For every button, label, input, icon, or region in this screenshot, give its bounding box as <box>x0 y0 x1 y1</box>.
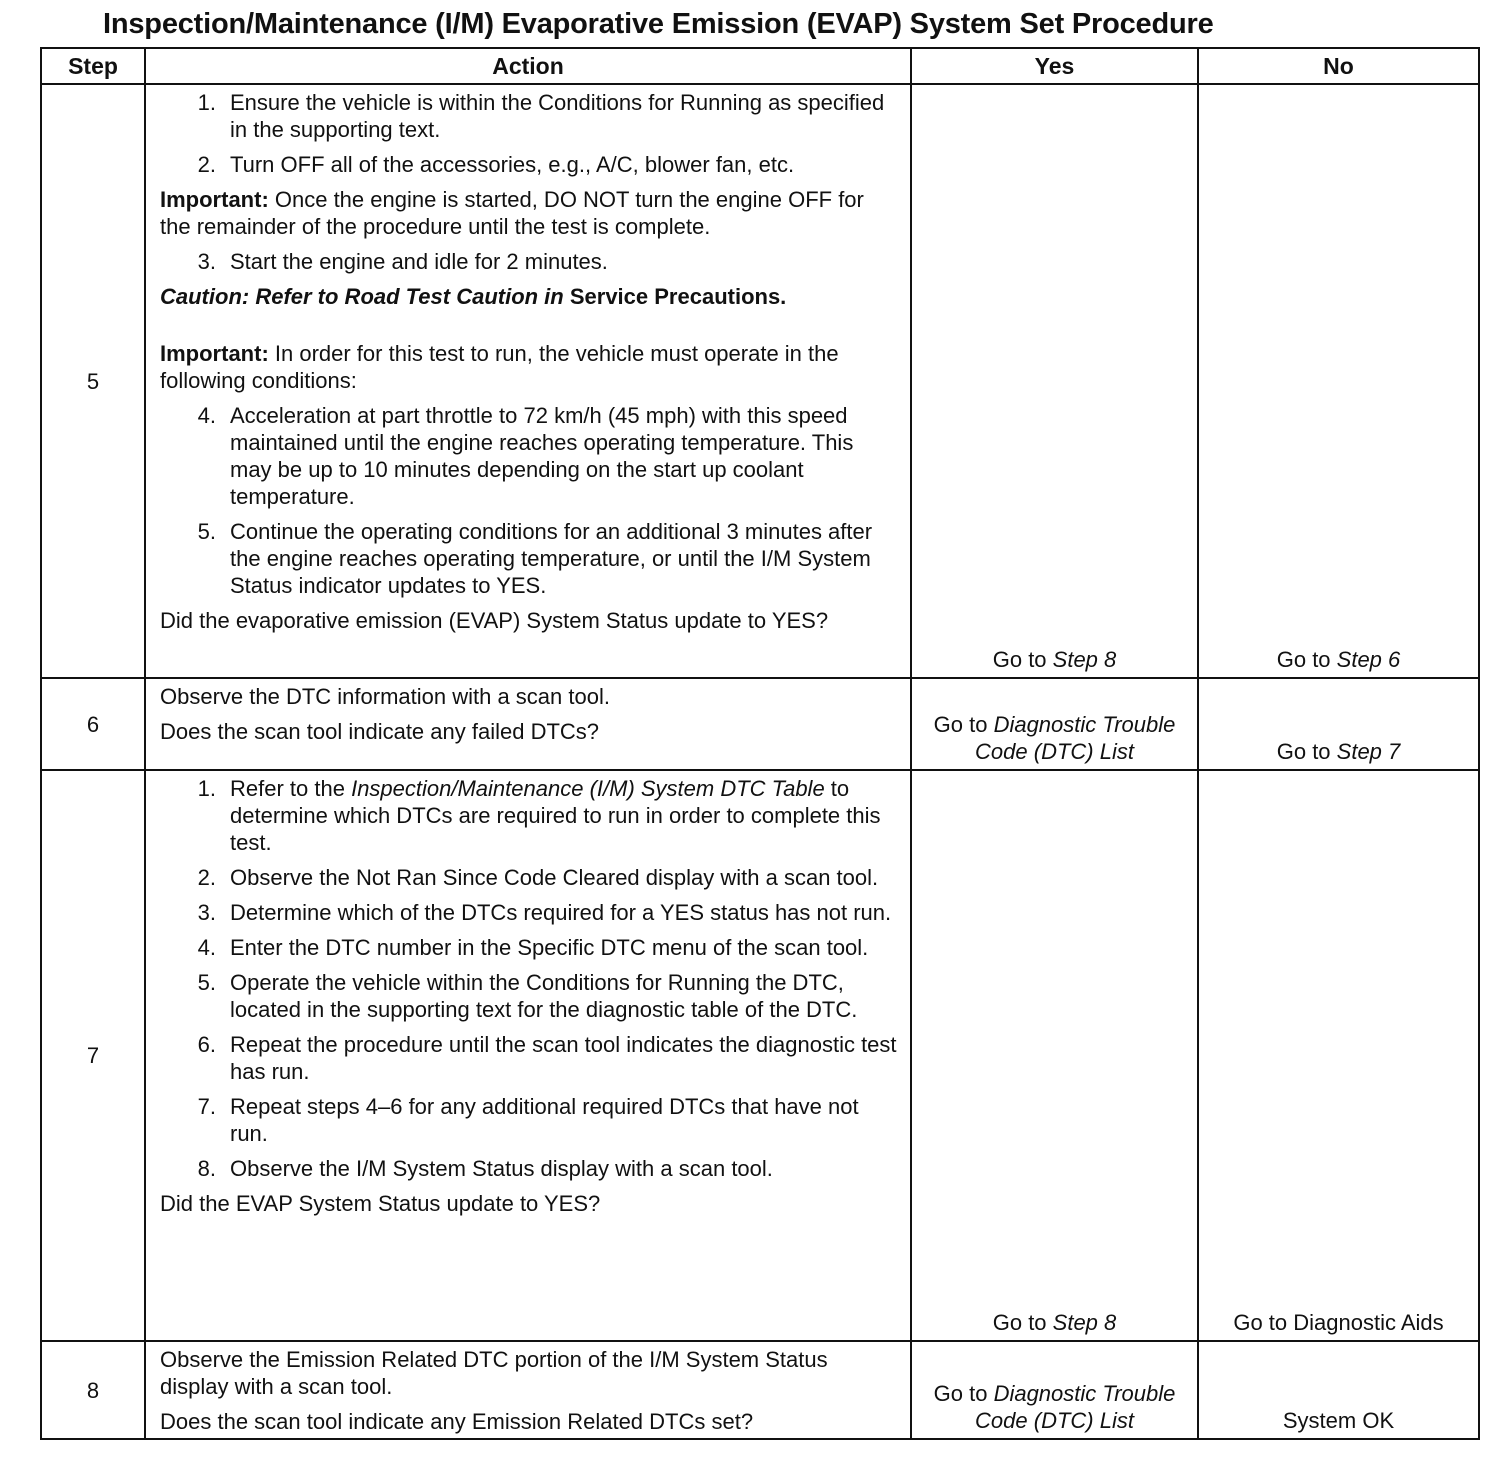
step-list <box>160 89 900 178</box>
list-item <box>160 89 900 143</box>
step-list <box>160 402 900 599</box>
list-item-number: 7. <box>197 1094 216 1119</box>
list-item-text: Continue the operating conditions for an additional 3 minutes after the engine reaches operating temperature, or until the I/M System Status indicator updates to YES. <box>230 519 873 598</box>
header-yes: Yes <box>911 48 1198 84</box>
list-item-number: 4. <box>197 935 216 960</box>
list-item <box>160 1155 900 1182</box>
caution-reference: Service Precautions. <box>563 284 787 309</box>
header-step: Step <box>41 48 145 84</box>
list-item-text: Repeat the procedure until the scan tool indicates the diagnostic test has run. <box>230 1032 897 1084</box>
list-item-number: 2. <box>197 152 216 177</box>
list-item <box>160 151 900 178</box>
header-row <box>41 48 1479 84</box>
list-item-text: Determine which of the DTCs required for a YES status has not run. <box>230 900 892 925</box>
list-item <box>160 934 900 961</box>
list-item <box>160 518 900 599</box>
important-label: Important: <box>160 187 269 212</box>
no-prefix: Go to <box>1276 739 1337 764</box>
yes-cell <box>911 1341 1198 1439</box>
yes-reference-link[interactable]: Step 8 <box>1052 647 1117 672</box>
caution-text: Caution: Refer to Road Test Caution in <box>160 284 564 309</box>
instruction-text: Observe the DTC information with a scan tool. <box>160 684 610 709</box>
spacer <box>160 318 900 340</box>
no-reference-link[interactable]: Go to Diagnostic Aids <box>1233 1310 1444 1335</box>
list-item <box>160 775 900 856</box>
table-row-step-5 <box>41 84 1479 678</box>
list-item-number: 3. <box>197 900 216 925</box>
table-row-step-8 <box>41 1341 1479 1439</box>
list-item <box>160 899 900 926</box>
list-item-text: Repeat steps 4–6 for any additional required DTCs that have not run. <box>230 1094 859 1146</box>
caution-note <box>160 283 900 310</box>
step-number: 7 <box>41 770 145 1341</box>
list-item-number: 4. <box>197 403 216 428</box>
question-text: Does the scan tool indicate any failed DTCs? <box>160 719 600 744</box>
yes-reference-link[interactable]: Diagnostic Trouble Code (DTC) List <box>975 712 1176 764</box>
list-item-number: 3. <box>197 249 216 274</box>
yes-reference-link[interactable]: Diagnostic Trouble Code (DTC) List <box>975 1381 1176 1433</box>
question-text: Does the scan tool indicate any Emission Related DTCs set? <box>160 1409 754 1434</box>
important-text: Once the engine is started, DO NOT turn the engine OFF for the remainder of the procedure until the test is complete. <box>160 187 864 239</box>
list-item <box>160 864 900 891</box>
list-item-number: 1. <box>197 776 216 801</box>
no-cell <box>1198 770 1479 1341</box>
no-result-text: System OK <box>1282 1408 1395 1433</box>
list-item <box>160 248 900 275</box>
list-item-number: 8. <box>197 1156 216 1181</box>
important-note <box>160 186 900 240</box>
page-title: Inspection/Maintenance (I/M) Evaporative Emission (EVAP) System Set Procedure <box>103 8 1214 40</box>
no-cell <box>1198 1341 1479 1439</box>
no-cell <box>1198 84 1479 678</box>
important-label: Important: <box>160 341 269 366</box>
yes-prefix: Go to <box>992 1310 1053 1335</box>
list-item-text <box>230 775 900 856</box>
yes-prefix: Go to <box>933 1381 994 1406</box>
instruction-text: Observe the Emission Related DTC portion of the I/M System Status display with a scan tool. <box>160 1347 828 1399</box>
question-text: Did the evaporative emission (EVAP) System Status update to YES? <box>160 608 829 633</box>
yes-prefix: Go to <box>992 647 1053 672</box>
step-list <box>160 775 900 1182</box>
list-item-number: 2. <box>197 865 216 890</box>
no-prefix: Go to <box>1276 647 1337 672</box>
list-item-text: Observe the I/M System Status display with a scan tool. <box>230 1156 773 1181</box>
yes-reference-link[interactable]: Step 8 <box>1052 1310 1117 1335</box>
question-text: Did the EVAP System Status update to YES? <box>160 1191 601 1216</box>
step-number: 6 <box>41 678 145 770</box>
procedure-table <box>40 47 1480 1440</box>
no-reference-link[interactable]: Step 6 <box>1336 647 1401 672</box>
header-action: Action <box>145 48 911 84</box>
list-item-text-start: Refer to the <box>230 776 352 801</box>
list-item-text: Acceleration at part throttle to 72 km/h (45 mph) with this speed maintained until the engine reaches operating temperature. This may be up to 10 minutes depending on the start up coolant temperature. <box>230 403 854 509</box>
table-row-step-6 <box>41 678 1479 770</box>
list-item <box>160 969 900 1023</box>
action-cell <box>145 1341 911 1439</box>
action-cell <box>145 678 911 770</box>
important-text: In order for this test to run, the vehicle must operate in the following conditions: <box>160 341 839 393</box>
header-no: No <box>1198 48 1479 84</box>
action-cell <box>145 770 911 1341</box>
action-cell <box>145 84 911 678</box>
list-item-text: Start the engine and idle for 2 minutes. <box>230 249 608 274</box>
no-reference-link[interactable]: Step 7 <box>1336 739 1401 764</box>
step-number: 5 <box>41 84 145 678</box>
table-row-step-7 <box>41 770 1479 1341</box>
yes-cell <box>911 770 1198 1341</box>
list-item-text: Turn OFF all of the accessories, e.g., A/C, blower fan, etc. <box>230 152 795 177</box>
dtc-table-reference-link[interactable]: Inspection/Maintenance (I/M) System DTC Table <box>351 776 825 801</box>
list-item-text: Enter the DTC number in the Specific DTC menu of the scan tool. <box>230 935 869 960</box>
list-item-number: 5. <box>197 519 216 544</box>
list-item <box>160 1093 900 1147</box>
yes-prefix: Go to <box>933 712 994 737</box>
yes-cell <box>911 84 1198 678</box>
yes-cell <box>911 678 1198 770</box>
important-note <box>160 340 900 394</box>
list-item-number: 5. <box>197 970 216 995</box>
no-cell <box>1198 678 1479 770</box>
list-item-text: Observe the Not Ran Since Code Cleared display with a scan tool. <box>230 865 879 890</box>
step-list <box>160 248 900 275</box>
list-item-text: Operate the vehicle within the Conditions for Running the DTC, located in the supporting text for the diagnostic table of the DTC. <box>230 970 858 1022</box>
list-item <box>160 402 900 510</box>
list-item-text-end: to determine which DTCs are required to run in order to complete this test. <box>230 776 881 855</box>
list-item-text: Ensure the vehicle is within the Conditions for Running as specified in the supporting text. <box>230 90 885 142</box>
list-item <box>160 1031 900 1085</box>
list-item-number: 6. <box>197 1032 216 1057</box>
step-number: 8 <box>41 1341 145 1439</box>
list-item-number: 1. <box>197 90 216 115</box>
